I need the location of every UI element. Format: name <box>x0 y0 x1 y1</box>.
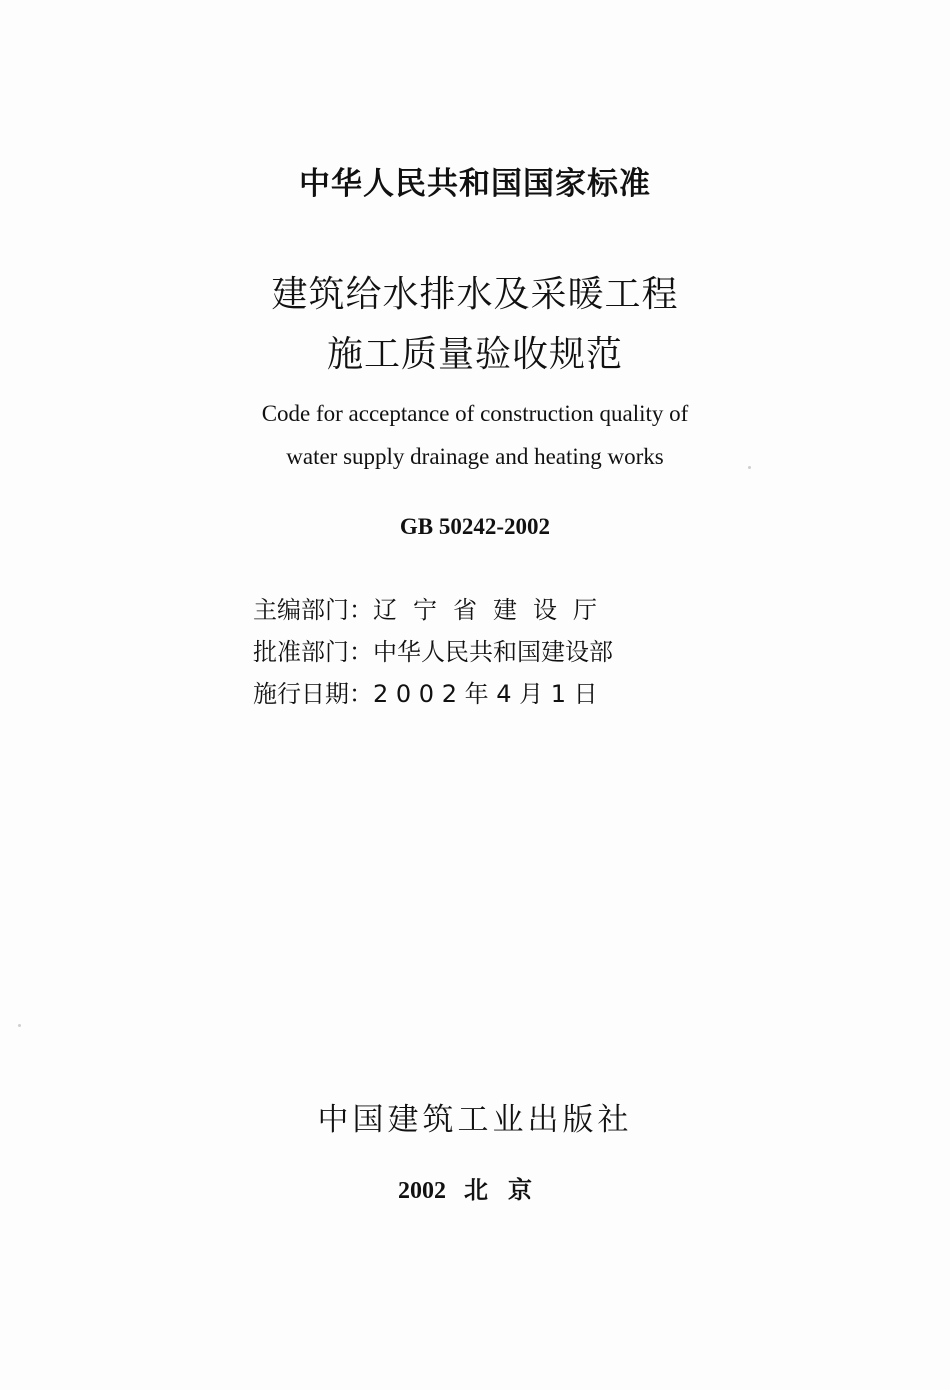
editor-department-row <box>253 590 613 625</box>
national-standard-header: 中华人民共和国国家标准 <box>299 166 651 202</box>
editor-department-label: 主编部门： <box>253 596 373 624</box>
effective-date-row <box>253 674 598 709</box>
scan-speck <box>18 1024 21 1027</box>
english-title-line-1: Code for acceptance of construction quality of <box>261 401 689 426</box>
publication-year: 2002 <box>398 1178 446 1204</box>
approval-department-row <box>253 632 613 667</box>
publisher-name: 中国建筑工业出版社 <box>317 1102 633 1138</box>
effective-date-label: 施行日期： <box>253 680 373 708</box>
effective-date-value: 2 0 0 2 年 4 月 1 日 <box>373 680 598 708</box>
english-title-line-2: water supply drainage and heating works <box>286 444 664 469</box>
chinese-title-line-1: 建筑给水排水及采暖工程 <box>271 274 679 315</box>
publication-city: 北京 <box>464 1176 552 1204</box>
chinese-title-line-2: 施工质量验收规范 <box>326 334 623 375</box>
scan-speck <box>748 466 751 469</box>
standard-code: GB 50242-2002 <box>399 514 551 539</box>
publication-info <box>0 1170 950 1205</box>
editor-department-value: 辽宁省建设厅 <box>373 596 613 624</box>
approval-department-value: 中华人民共和国建设部 <box>373 638 613 666</box>
approval-department-label: 批准部门： <box>253 638 373 666</box>
